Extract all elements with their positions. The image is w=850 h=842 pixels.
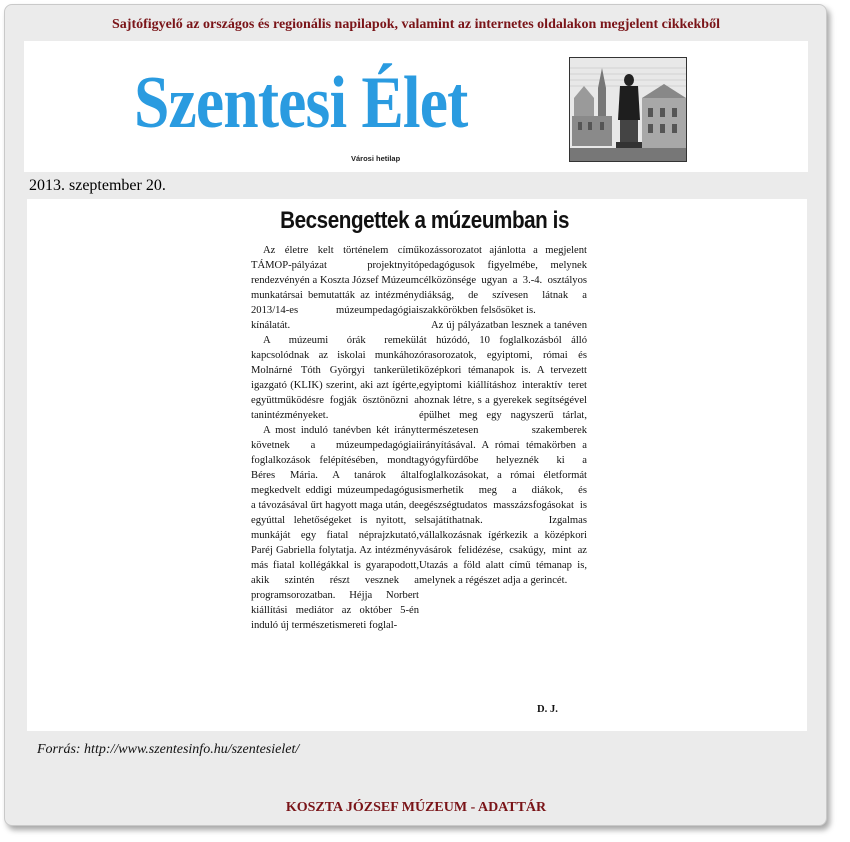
article-column-1 (251, 243, 419, 633)
source-link[interactable]: Forrás: http://www.szentesinfo.hu/szentesielet/ (37, 742, 300, 757)
paragraph: A most induló tanévben két irányt követnek a múzeumpedagógiai foglalkozások felépítésében, mondta Béres Mária. A tanárok által megkedvelt eddigi múzeumpedagógus a távozásával űrt hagyott maga után, de egyúttal lehetőségeket is nyitott, s munkáját egy fiatal néprajzkutató, Paréj Gabriella folytatja. Az intézmény más fiatal kollégákkal is gyarapodott, akik szintén részt vesznek a programsorozatban. Héjja Norbert kiállítási mediátor az október 5-én induló új természetismereti foglal- (251, 425, 419, 631)
author-signature: D. J. (537, 704, 558, 715)
statue-photo (569, 57, 687, 162)
newspaper-logo: Szentesi Élet (134, 62, 468, 144)
paragraph: A múzeumi órák remekül kapcsolódnak az iskolai munkához Molnárné Tóth Györgyi tankerületi igazgató (KLIK) szerint, aki azt ígérte, együttműködésre fogják ösztönözni a tanintézményeket. (251, 335, 419, 421)
article-headline: Becsengettek a múzeumban is (280, 207, 570, 234)
newspaper-masthead (24, 41, 808, 172)
paragraph: kozássorozatot ajánlotta a megjelent pedagógusok figyelmébe, melynek célközönsége ugyan a 3.-4. osztályos diákság, de szívesen látnak a szakkörökben felsősöket is. (419, 245, 587, 316)
article-clipping (27, 199, 807, 731)
page-card (4, 4, 827, 826)
article-column-2 (419, 243, 587, 588)
publication-date: 2013. szeptember 20. (29, 177, 166, 194)
paragraph: Az életre kelt történelem című TÁMOP-pályázat projektnyitó rendezvényén a Koszta József Múzeum munkatársai bemutatták az intézmény 2013/14-es múzeumpedagógiai kínálatát. (251, 245, 419, 331)
header-title: Sajtófigyelő az országos és regionális napilapok, valamint az internetes oldalakon megjelent cikkekből (112, 17, 720, 32)
newspaper-tagline: Városi hetilap (351, 154, 401, 163)
footer-title: KOSZTA JÓZSEF MÚZEUM - ADATTÁR (285, 800, 547, 815)
paragraph: Az új pályázatban lesznek a tanéven át húzódó, 10 foglalkozásból álló órasorozatok, egyiptomi, római és középkori témanapok is. A tervezett egyiptomi kiállításhoz interaktív teret hoznak létre, s a gyerekek segítségével épülhet meg egy nagyszerű tárlat, természetesen szakemberek irányításával. A római témakörben a gyógyfürdőbe helyeznék ki a foglalkozásokat, a római életformát ismerhetik meg a diákok, és egészségtudatos masszázsfogásokat is elsajátíthatnak. Izgalmas vállalkozásnak ígérkezik a középkori vásárok felidézése, csakúgy, mint az Utazás a föld alatt című témanap is, melynek a régészet adja a gerincét. (419, 320, 587, 586)
